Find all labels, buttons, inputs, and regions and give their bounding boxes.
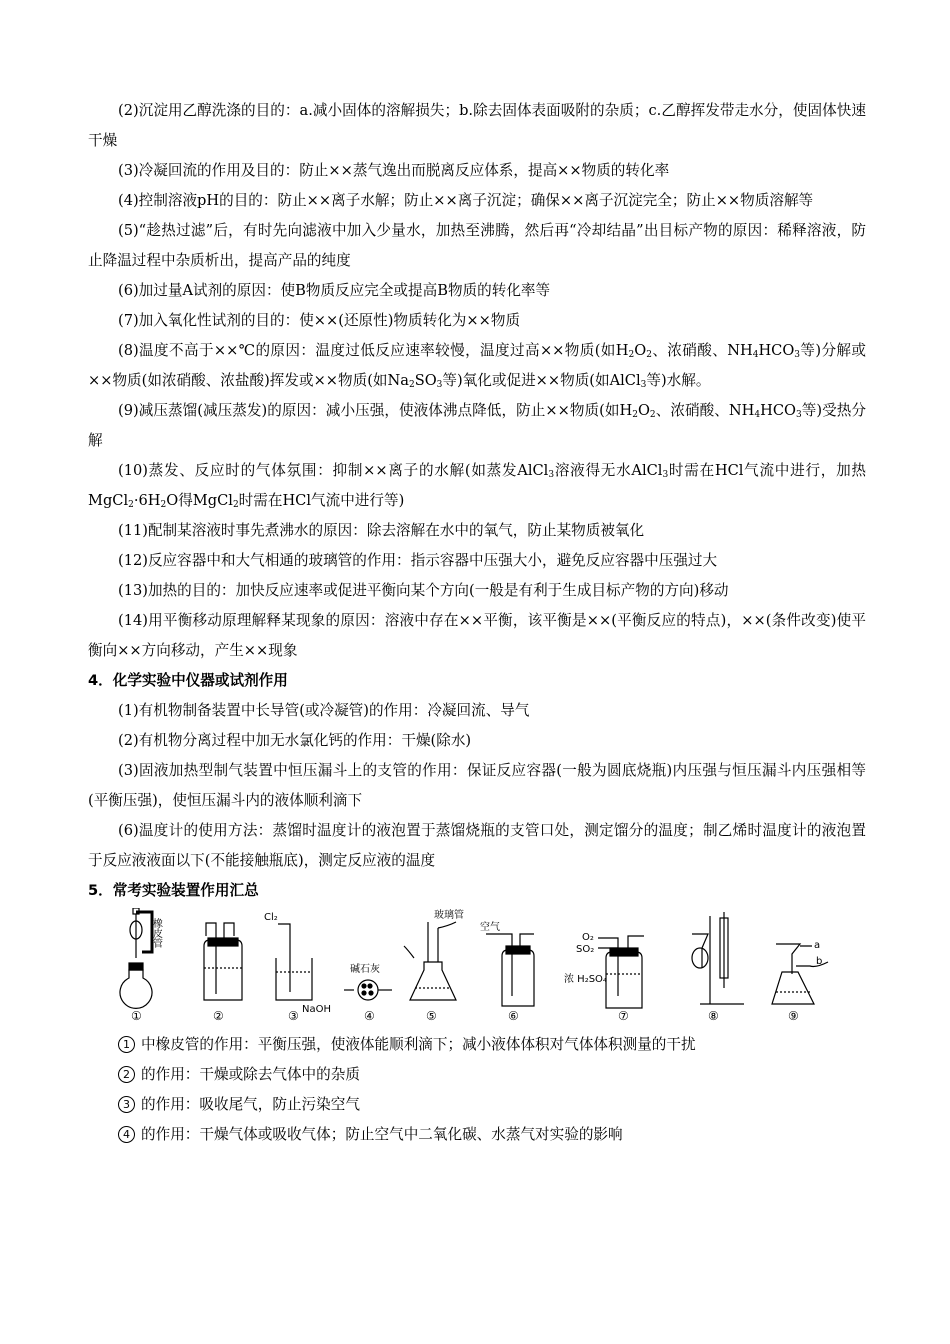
- para-4: (4)控制溶液pH的目的：防止××离子水解；防止××离子沉淀；确保××离子沉淀完全；防止××物质溶解等: [118, 192, 814, 209]
- section-4-heading: 4．化学实验中仪器或试剂作用: [88, 672, 288, 689]
- apparatus-3: [264, 912, 331, 1023]
- s4-item-1: (1)有机物制备装置中长导管(或冷凝管)的作用：冷凝回流、导气: [118, 702, 530, 719]
- svg-text:②: ②: [213, 1009, 224, 1023]
- svg-text:④: ④: [364, 1009, 375, 1023]
- section-5-heading: 5．常考实验装置作用汇总: [88, 882, 259, 899]
- para-11: (11)配制某溶液时事先煮沸水的原因：除去溶解在水中的氧气，防止某物质被氧化: [118, 522, 645, 539]
- para-8: (8)温度不高于××℃的原因：温度过低反应速率较慢，温度过高××物质(如$H_2O_2$、浓硝酸、$NH_4HCO_3$等)分解或××物质(如浓硝酸、浓盐酸)挥发或××物质(如$Na_2SO_3$等)氧化或促进××物质(如AlCl$_3$等)水解。: [88, 342, 866, 390]
- svg-text:空气: 空气: [480, 922, 500, 933]
- para-14: (14)用平衡移动原理解释某现象的原因：溶液中存在××平衡，该平衡是××(平衡反应的特点)，××(条件改变)使平衡向××方向移动，产生××现象: [88, 612, 866, 659]
- svg-text:玻璃管: 玻璃管: [434, 910, 464, 921]
- svg-text:碱石灰: 碱石灰: [350, 964, 380, 975]
- apparatus-6: [480, 920, 534, 1023]
- para-5: (5)“趁热过滤”后，有时先向滤液中加入少量水，加热至沸腾，然后再“冷却结晶”出目标产物的原因：稀释溶液，防止降温过程中杂质析出，提高产品的纯度: [88, 222, 866, 269]
- svg-text:⑦: ⑦: [618, 1009, 629, 1023]
- svg-text:①: ①: [131, 1009, 142, 1023]
- s4-item-3: (3)固液加热型制气装置中恒压漏斗上的支管的作用：保证反应容器(一般为圆底烧瓶)内压强与恒压漏斗内压强相等(平衡压强)，使恒压漏斗内的液体顺利滴下: [88, 762, 866, 809]
- document-body: [88, 96, 866, 1150]
- svg-text:⑨: ⑨: [788, 1009, 799, 1023]
- circle-number: 2: [118, 1066, 135, 1083]
- circle-number: 4: [118, 1126, 135, 1143]
- svg-text:⑥: ⑥: [508, 1009, 519, 1023]
- para-2: (2)沉淀用乙醇洗涤的目的：a.减小固体的溶解损失；b.除去固体表面吸附的杂质；c.乙醇挥发带走水分，使固体快速干燥: [88, 102, 866, 149]
- apparatus-figure: [88, 908, 866, 1026]
- apparatus-8: [692, 912, 744, 1023]
- s4-item-6: (6)温度计的使用方法：蒸馏时温度计的液泡置于蒸馏烧瓶的支管口处，测定馏分的温度；制乙烯时温度计的液泡置于反应液液面以下(不能接触瓶底)，测定反应液的温度: [88, 822, 866, 869]
- svg-text:NaOH: NaOH: [302, 1004, 331, 1015]
- s5-item-4: 4 的作用：干燥气体或吸收气体；防止空气中二氧化碳、水蒸气对实验的影响: [88, 1120, 866, 1150]
- svg-text:⑤: ⑤: [426, 1009, 437, 1023]
- apparatus-7: [564, 932, 644, 1023]
- svg-text:橡皮管: 橡皮管: [150, 918, 162, 948]
- circle-number: 1: [118, 1036, 135, 1053]
- para-13: (13)加热的目的：加快反应速率或促进平衡向某个方向(一般是有利于生成目标产物的方向)移动: [118, 582, 729, 599]
- svg-text:SO₂: SO₂: [576, 944, 595, 955]
- apparatus-2: [204, 923, 242, 1023]
- s5-item-2: 2 的作用：干燥或除去气体中的杂质: [88, 1060, 866, 1090]
- svg-text:③: ③: [288, 1009, 299, 1023]
- para-3: (3)冷凝回流的作用及目的：防止××蒸气逸出而脱离反应体系，提高××物质的转化率: [118, 162, 670, 179]
- svg-text:a: a: [814, 940, 821, 951]
- para-9: (9)减压蒸馏(减压蒸发)的原因：减小压强，使液体沸点降低，防止××物质(如$H_2O_2$、浓硝酸、$NH_4HCO_3$等)受热分解: [88, 402, 866, 449]
- apparatus-1: [120, 908, 163, 1023]
- s5-item-1: 1 中橡皮管的作用：平衡压强，使液体能顺利滴下；减小液体体积对气体体积测量的干扰: [88, 1030, 866, 1060]
- svg-text:b: b: [816, 956, 823, 967]
- s5-item-3: 3 的作用：吸收尾气，防止污染空气: [88, 1090, 866, 1120]
- svg-text:O₂: O₂: [582, 932, 594, 943]
- para-10: (10)蒸发、反应时的气体氛围：抑制××离子的水解(如蒸发AlCl$_3$溶液得无水AlCl$_3$时需在HCl气流中进行，加热$MgCl_2\cdot 6H_2O$得MgCl$_2$时需在HCl气流中进行等): [88, 462, 867, 510]
- apparatus-5: [404, 908, 464, 1023]
- svg-text:⑧: ⑧: [708, 1009, 719, 1023]
- para-6: (6)加过量A试剂的原因：使B物质反应完全或提高B物质的转化率等: [118, 282, 551, 299]
- apparatus-9: [772, 940, 828, 1023]
- para-7: (7)加入氧化性试剂的目的：使××(还原性)物质转化为××物质: [118, 312, 521, 329]
- s4-item-2: (2)有机物分离过程中加无水氯化钙的作用：干燥(除水): [118, 732, 472, 749]
- circle-number: 3: [118, 1096, 135, 1113]
- svg-text:浓 H₂SO₄: 浓 H₂SO₄: [564, 974, 607, 985]
- para-12: (12)反应容器中和大气相通的玻璃管的作用：指示容器中压强大小，避免反应容器中压强过大: [118, 552, 718, 569]
- svg-text:Cl₂: Cl₂: [264, 912, 278, 923]
- apparatus-4: [344, 962, 392, 1023]
